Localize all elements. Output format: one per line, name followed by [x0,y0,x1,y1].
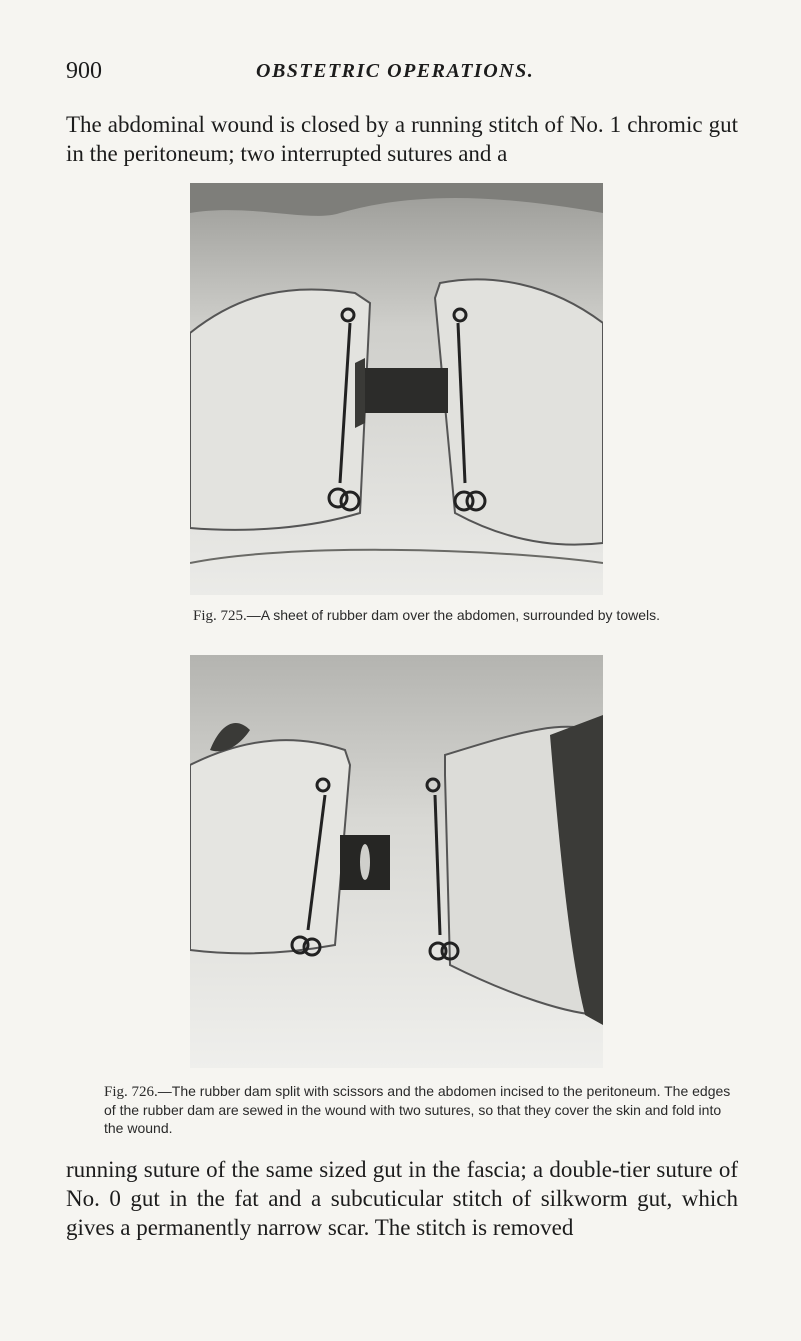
figure-label: Fig. 725. [193,608,247,624]
caption-text: —The rubber dam split with scissors and the abdomen incised to the peritoneum. The edges of the rubber dam are sewed in the wound with two sutures, so that they cover the skin and fold into the wound. [104,1083,731,1136]
paragraph-top: The abdominal wound is closed by a running stitch of No. 1 chromic gut in the peritoneum; two interrupted sutures and a [66,112,738,166]
running-title: OBSTETRIC OPERATIONS. [256,60,535,82]
figure-label: Fig. 726. [104,1084,158,1100]
caption-text: —A sheet of rubber dam over the abdomen, surrounded by towels. [246,607,661,623]
figure-725-photo [190,183,603,595]
paragraph-bottom: running suture of the same sized gut in the fascia; a double-tier suture of No. 0 gut in the fat and a subcuticular stitch of silkworm gut, which gives a permanently narrow scar. The stitch is removed [66,1157,738,1240]
figure-726-photo [190,655,603,1068]
incised-abdomen-photo-icon [190,655,603,1068]
page-header [66,58,746,88]
figure-725-caption [193,606,713,625]
rubber-dam-photo-icon [190,183,603,595]
page-number: 900 [66,58,102,84]
figure-726-caption [104,1082,734,1137]
